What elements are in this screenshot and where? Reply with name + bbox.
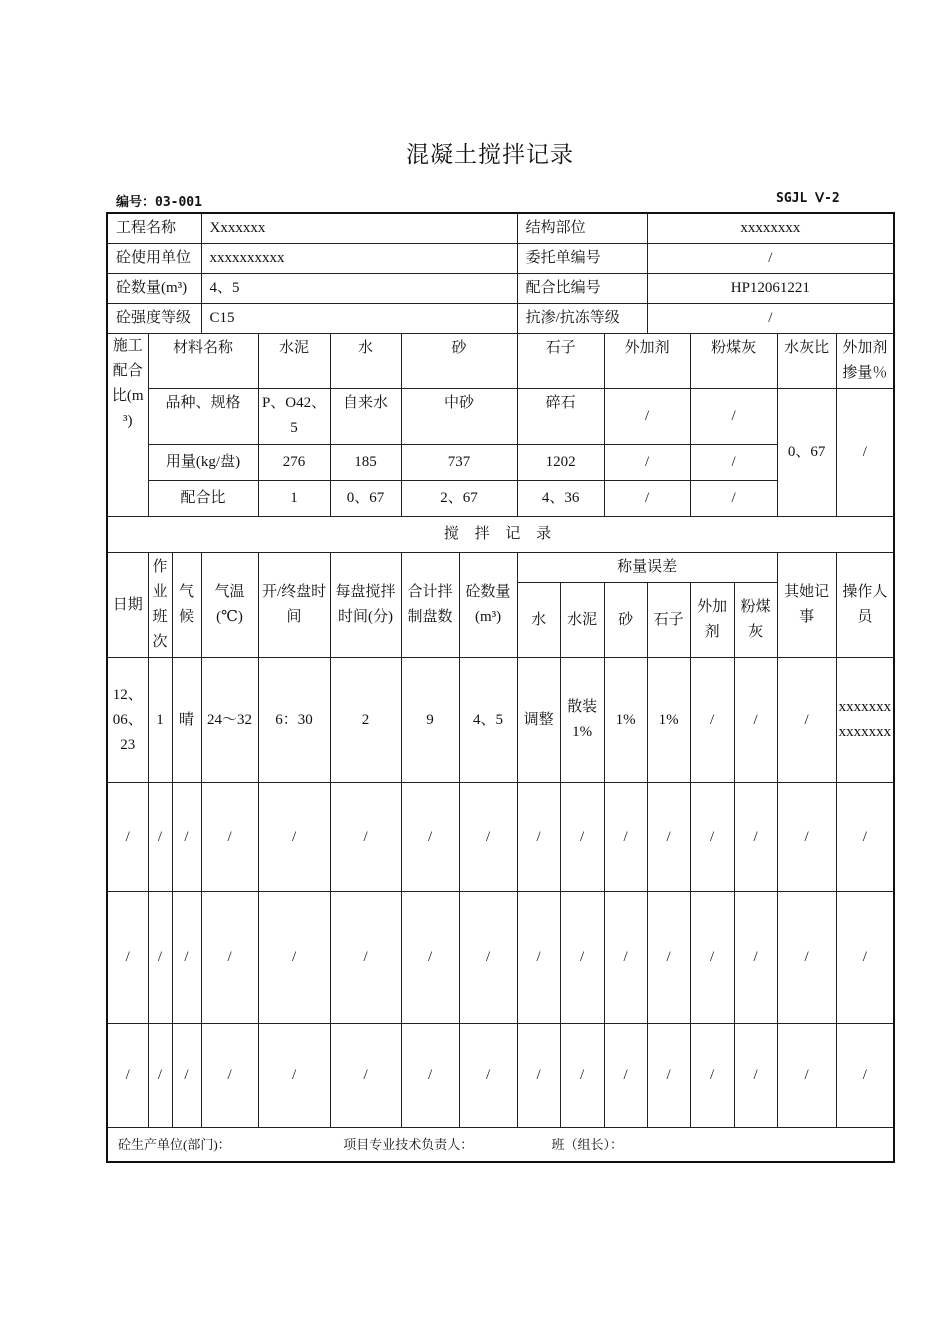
cell-mix-time: / [330, 783, 401, 892]
project-name-value: Xxxxxxx [201, 213, 517, 244]
cell-batches: / [401, 892, 459, 1024]
header-err-flyash: 粉煤灰 [734, 583, 777, 658]
cell-err-admixture: / [690, 1024, 734, 1128]
strength-value: C15 [201, 304, 517, 334]
commission-value: / [647, 244, 894, 274]
cell-err-flyash: / [734, 783, 777, 892]
quantity-value: 4、5 [201, 274, 517, 304]
cell-time: / [258, 1024, 330, 1128]
mix-no-label: 配合比编号 [517, 274, 647, 304]
team-lead-signature-label: 班（组长）： [551, 1136, 624, 1152]
header-operator: 操作人员 [836, 553, 894, 658]
mix-spec-label: 品种、规格 [148, 389, 258, 445]
mix-usage-sand: 737 [401, 445, 517, 481]
cell-date: 12、06、23 [107, 658, 148, 783]
cell-volume: 4、5 [459, 658, 517, 783]
mix-header-water: 水 [330, 334, 401, 389]
mix-ratio-stone: 4、36 [517, 481, 604, 517]
cell-volume: / [459, 1024, 517, 1128]
record-row [107, 1024, 894, 1128]
antiseep-value: / [647, 304, 894, 334]
mix-ratio-flyash: / [690, 481, 777, 517]
cell-volume: / [459, 892, 517, 1024]
info-row [107, 274, 894, 304]
cell-time: 6：30 [258, 658, 330, 783]
record-row [107, 892, 894, 1024]
mix-spec-row [107, 389, 894, 445]
header-shift: 作业班次 [148, 553, 172, 658]
cell-batches: / [401, 1024, 459, 1128]
cell-weather: / [172, 1024, 201, 1128]
mix-usage-flyash: / [690, 445, 777, 481]
mix-header-row [107, 334, 894, 389]
info-row [107, 244, 894, 274]
record-section-row [107, 517, 894, 553]
mix-spec-flyash: / [690, 389, 777, 445]
mix-spec-water: 自来水 [330, 389, 401, 445]
cell-err-water: / [517, 783, 560, 892]
cell-other: / [777, 783, 836, 892]
header-date: 日期 [107, 553, 148, 658]
user-unit-value: xxxxxxxxxx [201, 244, 517, 274]
header-err-sand: 砂 [604, 583, 647, 658]
record-section-title: 搅 拌 记 录 [107, 517, 894, 553]
header-time: 开/终盘时间 [258, 553, 330, 658]
cell-weather: / [172, 892, 201, 1024]
cell-mix-time: / [330, 1024, 401, 1128]
mix-ratio-sand: 2、67 [401, 481, 517, 517]
mix-usage-stone: 1202 [517, 445, 604, 481]
header-err-cement: 水泥 [560, 583, 604, 658]
header-err-stone: 石子 [647, 583, 690, 658]
header-volume: 砼数量(m³) [459, 553, 517, 658]
mix-admix-dosage-value: / [836, 389, 894, 517]
cell-mix-time: 2 [330, 658, 401, 783]
mix-ratio-row [107, 481, 894, 517]
cell-time: / [258, 783, 330, 892]
cell-operator: / [836, 783, 894, 892]
cell-err-stone: / [647, 1024, 690, 1128]
cell-err-sand: / [604, 783, 647, 892]
user-unit-label: 砼使用单位 [107, 244, 201, 274]
cell-volume: / [459, 783, 517, 892]
cell-operator: / [836, 1024, 894, 1128]
header-err-admixture: 外加剂 [690, 583, 734, 658]
mix-spec-cement: P、O42、5 [258, 389, 330, 445]
mix-spec-sand: 中砂 [401, 389, 517, 445]
cell-err-cement: / [560, 783, 604, 892]
cell-err-cement: 散装1% [560, 658, 604, 783]
header-weighing-error: 称量误差 [517, 553, 777, 583]
page-title: 混凝土搅拌记录 [406, 142, 574, 168]
cell-time: / [258, 892, 330, 1024]
cell-err-flyash: / [734, 1024, 777, 1128]
cell-err-cement: / [560, 1024, 604, 1128]
mix-header-wc-ratio: 水灰比 [777, 334, 836, 389]
mix-header-material: 材料名称 [148, 334, 258, 389]
mix-no-value: HP12061221 [647, 274, 894, 304]
cell-err-flyash: / [734, 658, 777, 783]
cell-date: / [107, 1024, 148, 1128]
project-name-label: 工程名称 [107, 213, 201, 244]
mix-wc-ratio-value: 0、67 [777, 389, 836, 517]
record-header-row [107, 553, 894, 583]
signature-row [107, 1128, 894, 1162]
header-temp: 气温(℃) [201, 553, 258, 658]
header-mix-time: 每盘搅拌时间(分) [330, 553, 401, 658]
info-row [107, 304, 894, 334]
cell-err-sand: 1% [604, 658, 647, 783]
cell-other: / [777, 658, 836, 783]
mix-usage-admixture: / [604, 445, 690, 481]
cell-err-flyash: / [734, 892, 777, 1024]
mix-header-stone: 石子 [517, 334, 604, 389]
cell-temp: / [201, 892, 258, 1024]
tech-lead-signature-label: 项目专业技术负责人： [343, 1136, 474, 1152]
cell-batches: / [401, 783, 459, 892]
cell-temp: 24～32 [201, 658, 258, 783]
cell-other: / [777, 1024, 836, 1128]
cell-shift: / [148, 783, 172, 892]
mix-ratio-label: 配合比 [148, 481, 258, 517]
cell-weather: 晴 [172, 658, 201, 783]
cell-err-water: / [517, 1024, 560, 1128]
cell-temp: / [201, 783, 258, 892]
cell-err-sand: / [604, 892, 647, 1024]
mix-ratio-admixture: / [604, 481, 690, 517]
record-row [107, 658, 894, 783]
cell-shift: 1 [148, 658, 172, 783]
cell-mix-time: / [330, 892, 401, 1024]
mix-header-admix-dosage: 外加剂掺量％ [836, 334, 894, 389]
mix-header-admixture: 外加剂 [604, 334, 690, 389]
cell-date: / [107, 783, 148, 892]
form-code: SGJL Ⅴ-2 [776, 191, 840, 206]
cell-err-cement: / [560, 892, 604, 1024]
mix-header-flyash: 粉煤灰 [690, 334, 777, 389]
antiseep-label: 抗渗/抗冻等级 [517, 304, 647, 334]
cell-err-water: 调整 [517, 658, 560, 783]
mix-usage-label: 用量(kg/盘) [148, 445, 258, 481]
mix-ratio-cement: 1 [258, 481, 330, 517]
signature-cell [107, 1128, 894, 1162]
commission-label: 委托单编号 [517, 244, 647, 274]
cell-weather: / [172, 783, 201, 892]
cell-err-admixture: / [690, 783, 734, 892]
cell-other: / [777, 892, 836, 1024]
structure-value: xxxxxxxx [647, 213, 894, 244]
strength-label: 砼强度等级 [107, 304, 201, 334]
cell-operator: / [836, 892, 894, 1024]
mix-header-sand: 砂 [401, 334, 517, 389]
mix-usage-cement: 276 [258, 445, 330, 481]
info-row [107, 213, 894, 244]
cell-shift: / [148, 892, 172, 1024]
mix-spec-admixture: / [604, 389, 690, 445]
cell-err-water: / [517, 892, 560, 1024]
mix-header-cement: 水泥 [258, 334, 330, 389]
cell-shift: / [148, 1024, 172, 1128]
cell-batches: 9 [401, 658, 459, 783]
record-row [107, 783, 894, 892]
cell-err-sand: / [604, 1024, 647, 1128]
mix-spec-stone: 碎石 [517, 389, 604, 445]
structure-label: 结构部位 [517, 213, 647, 244]
cell-err-stone: 1% [647, 658, 690, 783]
cell-err-admixture: / [690, 892, 734, 1024]
producer-signature-label: 砼生产单位(部门)： [118, 1136, 231, 1152]
mix-side-label: 施工配合比(m³) [107, 334, 148, 517]
header-batches: 合计拌制盘数 [401, 553, 459, 658]
header-err-water: 水 [517, 583, 560, 658]
cell-date: / [107, 892, 148, 1024]
cell-temp: / [201, 1024, 258, 1128]
quantity-label: 砼数量(m³) [107, 274, 201, 304]
document-number: 编号：03-001 [116, 195, 202, 210]
cell-err-stone: / [647, 783, 690, 892]
cell-err-stone: / [647, 892, 690, 1024]
cell-operator: xxxxxxxxxxxxxx [836, 658, 894, 783]
header-other: 其她记事 [777, 553, 836, 658]
mix-usage-row [107, 445, 894, 481]
mix-usage-water: 185 [330, 445, 401, 481]
cell-err-admixture: / [690, 658, 734, 783]
header-weather: 气候 [172, 553, 201, 658]
mix-ratio-water: 0、67 [330, 481, 401, 517]
mixing-record-table [106, 212, 895, 1163]
